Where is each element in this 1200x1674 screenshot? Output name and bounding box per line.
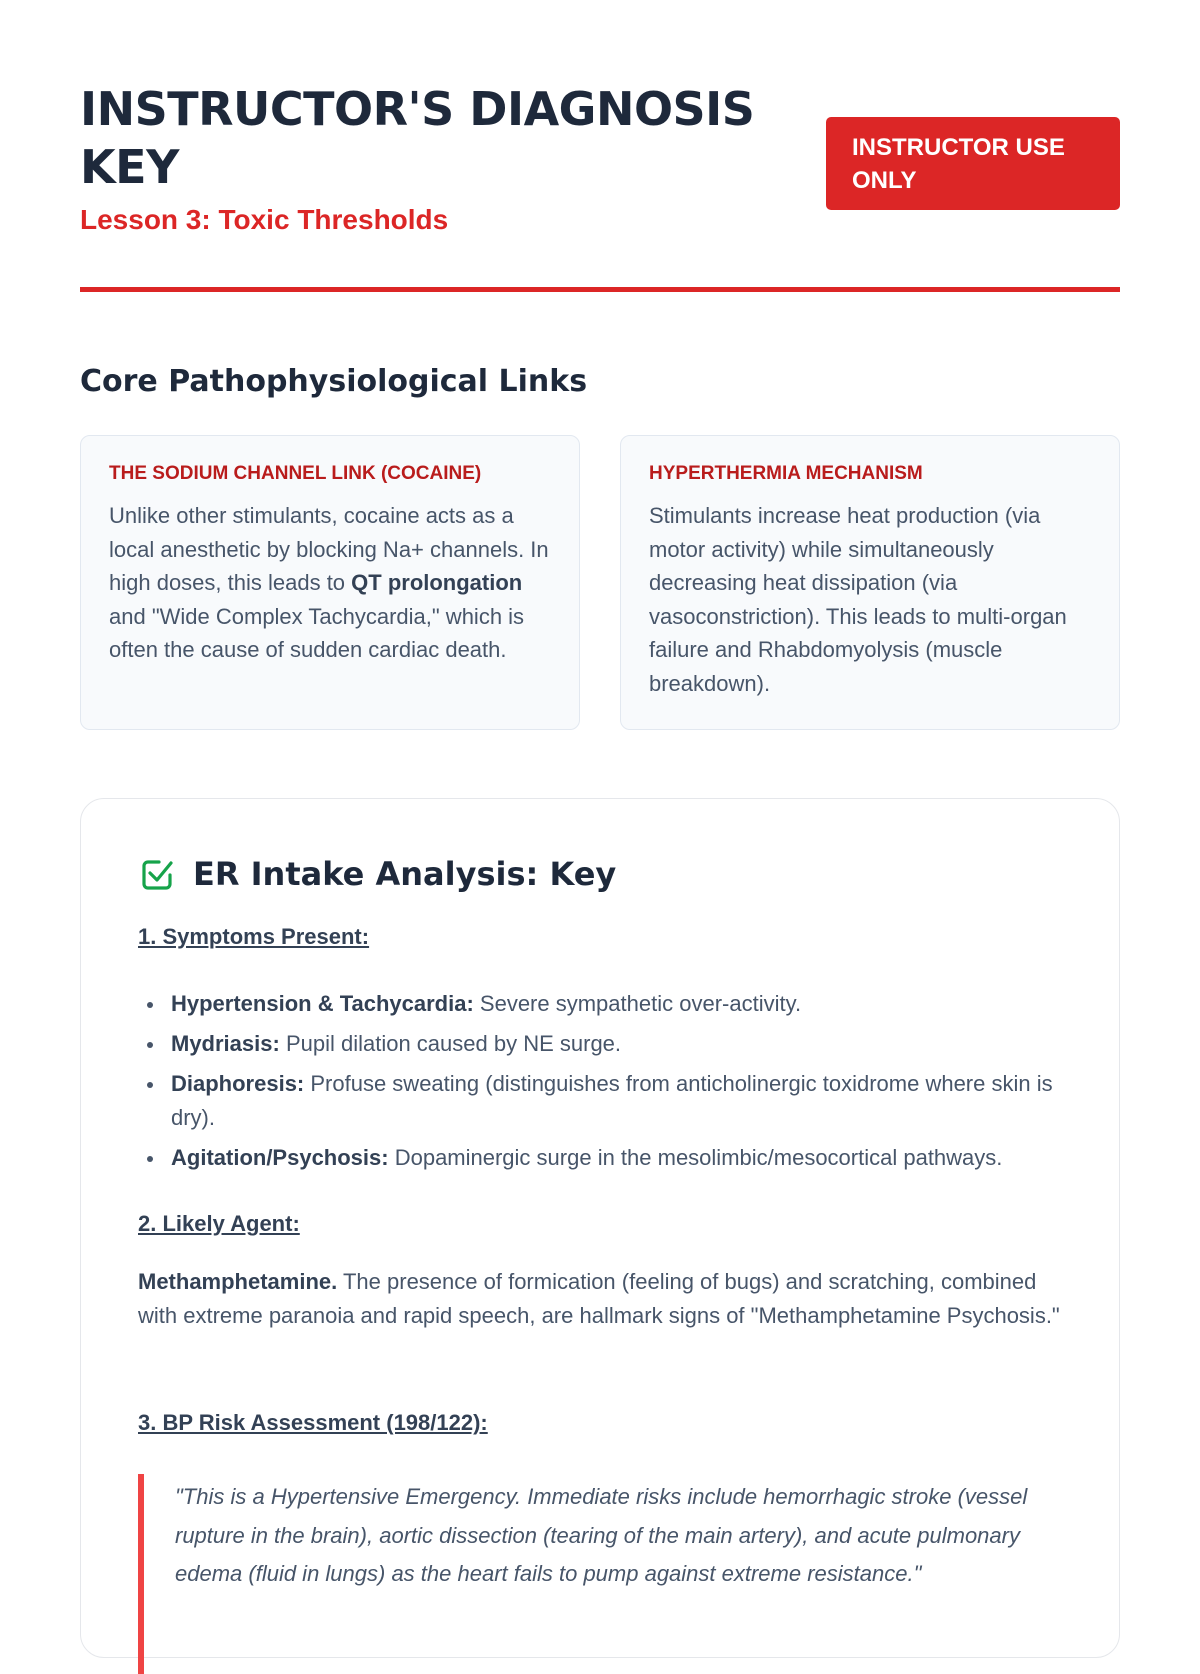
instructor-key-page xyxy=(80,0,1120,1586)
bp-risk-label: 3. BP Risk Assessment (198/122): xyxy=(138,1410,488,1435)
card-text: Stimulants increase heat production (via motor activity) while simultaneously decreasing heat dissipation (via vasoconstriction). This leads to multi-organ failure and Rhabdomyolysis (muscle breakdown). xyxy=(649,503,1067,696)
key-title: ER Intake Analysis: Key xyxy=(193,855,617,893)
symptoms-list xyxy=(138,987,1078,1181)
core-links-heading: Core Pathophysiological Links xyxy=(80,364,588,399)
er-intake-key-card xyxy=(80,798,1120,1658)
page-header xyxy=(80,0,1120,292)
list-item: Diaphoresis: Profuse sweating (distinguishes from anticholinergic toxidrome where skin is dry). xyxy=(138,1067,1078,1135)
list-item: Agitation/Psychosis: Dopaminergic surge in the mesolimbic/mesocortical pathways. xyxy=(138,1141,1078,1175)
list-item: Mydriasis: Pupil dilation caused by NE surge. xyxy=(138,1027,1078,1061)
card-label: THE SODIUM CHANNEL LINK (COCAINE) xyxy=(109,463,482,484)
hyperthermia-card xyxy=(620,435,1120,730)
agent-text: Methamphetamine. The presence of formication (feeling of bugs) and scratching, combined with extreme paranoia and rapid speech, are hallmark signs of "Methamphetamine Psychosis." xyxy=(138,1269,1060,1328)
agent-label: 2. Likely Agent: xyxy=(138,1211,300,1236)
header-divider xyxy=(80,287,1120,292)
quote-text: "This is a Hypertensive Emergency. Immediate risks include hemorrhagic stroke (vessel rupture in the brain), aortic dissection (tearing of the main artery), and acute pulmonary edema (fluid in lungs) as the heart fails to pump against extreme resistance." xyxy=(175,1484,1028,1586)
lesson-subtitle: Lesson 3: Toxic Thresholds xyxy=(80,204,449,235)
list-item: Hypertension & Tachycardia: Severe sympathetic over-activity. xyxy=(138,987,1078,1021)
sodium-channel-card xyxy=(80,435,580,730)
symptoms-label: 1. Symptoms Present: xyxy=(138,924,370,949)
page-title: INSTRUCTOR'S DIAGNOSIS KEY xyxy=(80,82,755,194)
check-square-icon xyxy=(139,857,175,893)
instructor-only-badge: INSTRUCTOR USE ONLY xyxy=(826,117,1120,210)
card-text: Unlike other stimulants, cocaine acts as a local anesthetic by blocking Na+ channels. In high doses, this leads to QT prolongation and "Wide Complex Tachycardia," which is often the cause of sudden cardiac death. xyxy=(109,503,549,662)
bp-risk-quote xyxy=(138,1474,1068,1674)
card-label: HYPERTHERMIA MECHANISM xyxy=(649,463,923,484)
